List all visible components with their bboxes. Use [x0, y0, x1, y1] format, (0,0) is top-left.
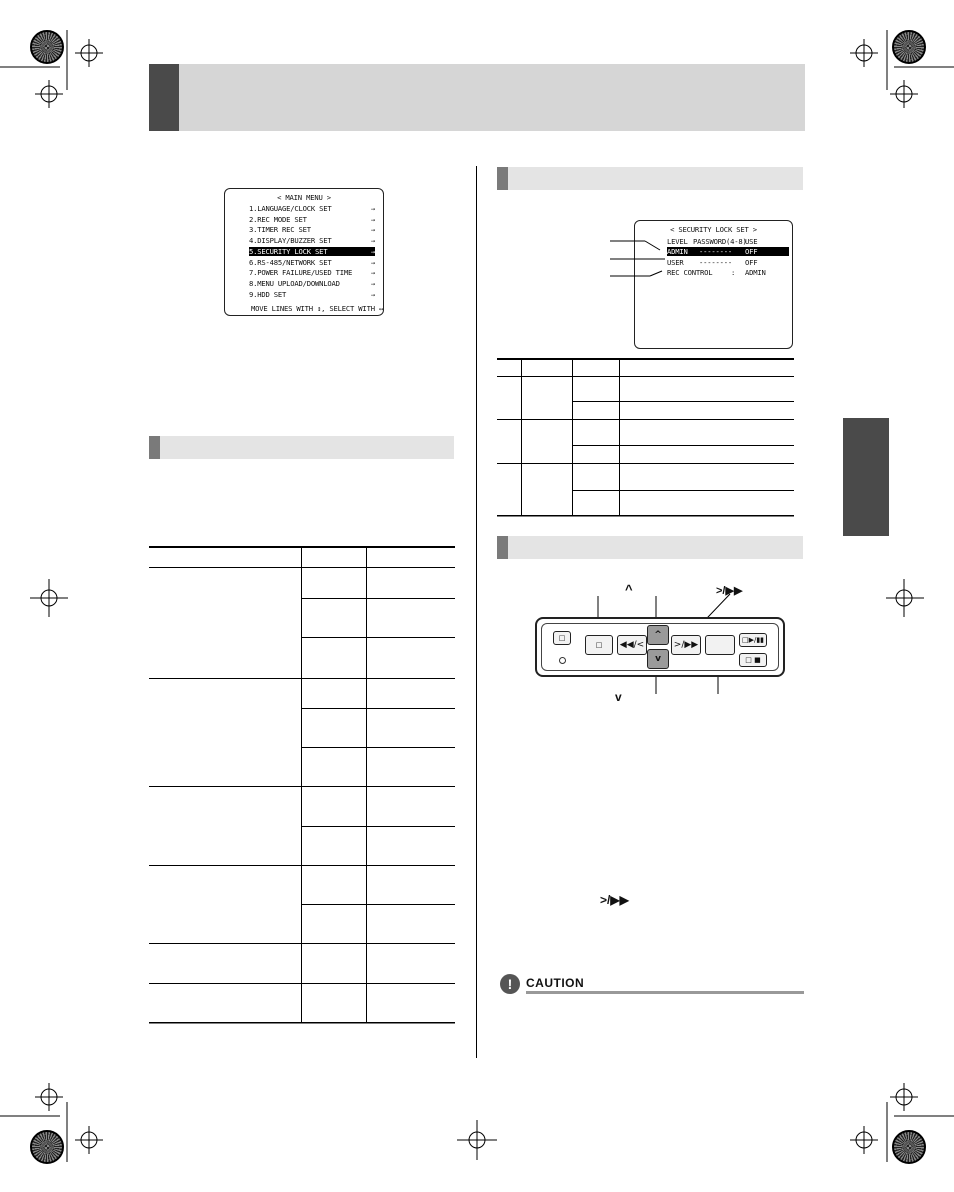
main-menu-item-label: 3.TIMER REC SET [249, 225, 311, 235]
security-row-level: USER [667, 257, 684, 267]
down-button[interactable]: v [647, 649, 669, 669]
exclamation-icon: ! [500, 974, 520, 994]
security-row-level: REC CONTROL [667, 268, 713, 277]
stop-button[interactable]: □ ■ [739, 653, 767, 667]
arrow-right-icon: → [370, 278, 375, 288]
security-row[interactable] [667, 247, 789, 256]
section-bar-left [149, 436, 454, 459]
security-header-row: LEVEL PASSWORD(4-8) USE [667, 237, 758, 246]
main-menu-screen [224, 188, 384, 316]
main-menu-item[interactable] [249, 225, 375, 234]
main-menu-item-label: 1.LANGUAGE/CLOCK SET [249, 204, 332, 213]
security-row-use: ADMIN [745, 268, 766, 277]
main-menu-item[interactable] [249, 247, 375, 256]
remote-menu-button[interactable]: □ [585, 635, 613, 655]
fast-forward-button[interactable]: >/▶▶ [671, 635, 701, 655]
page-header-tab [149, 64, 179, 131]
led-indicator [559, 657, 566, 664]
security-callout-lines [610, 236, 670, 286]
caution-heading: CAUTION [526, 976, 585, 990]
column-divider [476, 166, 477, 1058]
section-bar-security [497, 167, 803, 190]
set-button[interactable] [705, 635, 735, 655]
arrow-right-icon: → [370, 268, 375, 278]
main-menu-item-label: 5.SECURITY LOCK SET [249, 246, 328, 256]
security-row[interactable] [667, 268, 789, 277]
remote-small-button[interactable]: □ [553, 631, 571, 645]
arrow-right-icon: → [370, 257, 375, 267]
main-menu-item[interactable] [249, 279, 375, 288]
security-row-level: ADMIN [667, 247, 688, 256]
security-table [497, 358, 794, 518]
arrow-right-icon: → [370, 289, 375, 299]
security-row[interactable] [667, 258, 789, 267]
main-menu-item[interactable] [249, 236, 375, 245]
security-row-password: -------- [699, 257, 733, 267]
main-menu-item-label: 7.POWER FAILURE/USED TIME [249, 268, 353, 278]
arrow-right-icon: → [370, 214, 375, 224]
remote-control-panel [535, 617, 785, 677]
arrow-right-icon: → [370, 225, 375, 235]
main-menu-item-label: 6.RS-485/NETWORK SET [249, 257, 332, 267]
chapter-side-tab [843, 418, 889, 536]
caution-rule [526, 991, 804, 994]
remote-label-down: v [615, 690, 622, 704]
main-menu-item[interactable] [249, 215, 375, 224]
security-menu-title: < SECURITY LOCK SET > [670, 225, 757, 234]
main-menu-title: < MAIN MENU > [277, 193, 331, 202]
inline-ff-symbol: >/▶▶ [600, 893, 629, 907]
main-menu-item-label: 4.DISPLAY/BUZZER SET [249, 236, 332, 246]
security-row-password: : [731, 268, 736, 277]
security-row-password: -------- [699, 247, 733, 256]
arrow-right-icon: → [370, 246, 375, 256]
arrow-right-icon: → [370, 236, 375, 246]
left-table [149, 546, 455, 1026]
main-menu-item-label: 9.HDD SET [249, 289, 287, 299]
remote-label-ff: >/▶▶ [716, 585, 743, 597]
security-row-use: OFF [745, 247, 758, 256]
security-row-use: OFF [745, 257, 758, 267]
main-menu-item-label: 8.MENU UPLOAD/DOWNLOAD [249, 278, 340, 288]
main-menu-footer: MOVE LINES WITH ↕, SELECT WITH ↔ [251, 304, 384, 313]
play-pause-button[interactable]: □▶/▮▮ [739, 633, 767, 647]
remote-label-up: ^ [625, 582, 633, 597]
main-menu-item[interactable] [249, 268, 375, 277]
rewind-button[interactable]: ◀◀/< [617, 635, 647, 655]
section-bar-remote [497, 536, 803, 559]
up-button[interactable]: ^ [647, 625, 669, 645]
main-menu-item[interactable] [249, 258, 375, 267]
arrow-right-icon: → [370, 204, 375, 213]
page-header-bar [149, 64, 805, 131]
main-menu-item[interactable] [249, 204, 375, 213]
main-menu-item[interactable] [249, 290, 375, 299]
main-menu-item-label: 2.REC MODE SET [249, 214, 307, 224]
